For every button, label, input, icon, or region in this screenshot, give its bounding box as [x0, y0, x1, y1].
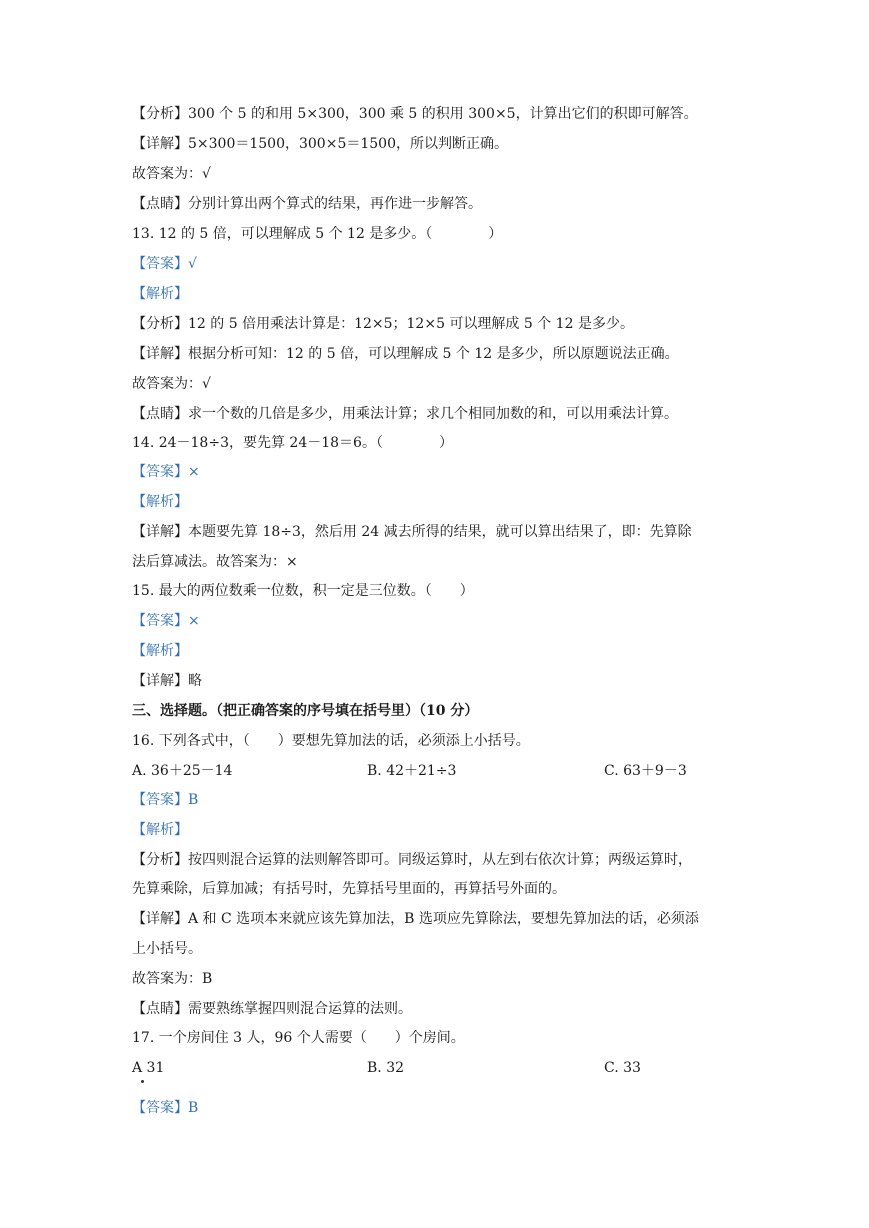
question-13: 13. 12 的 5 倍，可以理解成 5 个 12 是多少。（ ）: [132, 226, 503, 242]
answer-tag: 【答案】√: [132, 256, 197, 272]
analysis-line: 【分析】300 个 5 的和用 5×300，300 乘 5 的积用 300×5，计算出它们的积即可解答。: [132, 106, 698, 122]
option-c: C. 33: [604, 1060, 641, 1076]
option-b: B. 42＋21÷3: [367, 763, 457, 779]
option-a: A. 36＋25－14: [132, 763, 233, 779]
detail-line: 【详解】5×300＝1500，300×5＝1500，所以判断正确。: [132, 136, 508, 152]
detail-line: 【详解】A 和 C 选项本来就应该先算加法，B 选项应先算除法，要想先算加法的话，必须添: [132, 911, 699, 927]
answer-tag: 【答案】×: [132, 613, 200, 629]
answer-line: 故答案为：√: [132, 376, 211, 392]
detail-line-cont: 上小括号。: [132, 941, 202, 957]
answer-tag: 【答案】B: [132, 792, 199, 808]
analysis-line: 【分析】12 的 5 倍用乘法计算是：12×5；12×5 可以理解成 5 个 12 是多少。: [132, 316, 634, 332]
detail-line: 【详解】略: [132, 673, 202, 689]
answer-line: 故答案为：√: [132, 166, 211, 182]
detail-line: 【详解】本题要先算 18÷3，然后用 24 减去所得的结果，就可以算出结果了，即：先算除: [132, 524, 692, 540]
question-14: 14. 24－18÷3，要先算 24－18＝6。（ ）: [132, 435, 453, 451]
comment-line: 【点睛】分别计算出两个算式的结果，再作进一步解答。: [132, 196, 482, 212]
explanation-tag: 【解析】: [132, 494, 188, 510]
comment-line: 【点睛】求一个数的几倍是多少，用乘法计算；求几个相同加数的和，可以用乘法计算。: [132, 406, 678, 422]
analysis-line: 【分析】按四则混合运算的法则解答即可。同级运算时，从左到右依次计算；两级运算时，: [132, 852, 692, 868]
option-a: A 31: [132, 1060, 165, 1076]
explanation-tag: 【解析】: [132, 822, 188, 838]
answer-tag: 【答案】×: [132, 464, 200, 480]
analysis-line-cont: 先算乘除，后算加减；有括号时，先算括号里面的，再算括号外面的。: [132, 881, 566, 897]
question-15: 15. 最大的两位数乘一位数，积一定是三位数。（ ）: [132, 583, 474, 599]
comment-line: 【点睛】需要熟练掌握四则混合运算的法则。: [132, 1001, 412, 1017]
section-heading: 三、选择题。（把正确答案的序号填在括号里）（10 分）: [132, 703, 479, 719]
option-b: B. 32: [367, 1060, 405, 1076]
answer-tag: 【答案】B: [132, 1100, 199, 1116]
answer-line: 故答案为：B: [132, 971, 213, 987]
question-16: 16. 下列各式中，（ ）要想先算加法的话，必须添上小括号。: [132, 733, 530, 749]
detail-line: 【详解】根据分析可知：12 的 5 倍，可以理解成 5 个 12 是多少，所以原题说法正确。: [132, 346, 679, 362]
option-c: C. 63＋9－3: [604, 763, 687, 779]
question-17: 17. 一个房间住 3 人，96 个人需要（ ）个房间。: [132, 1030, 465, 1046]
explanation-tag: 【解析】: [132, 286, 188, 302]
detail-line-cont: 法后算减法。故答案为：×: [132, 554, 298, 570]
explanation-tag: 【解析】: [132, 643, 188, 659]
stray-dot: [141, 1080, 144, 1083]
